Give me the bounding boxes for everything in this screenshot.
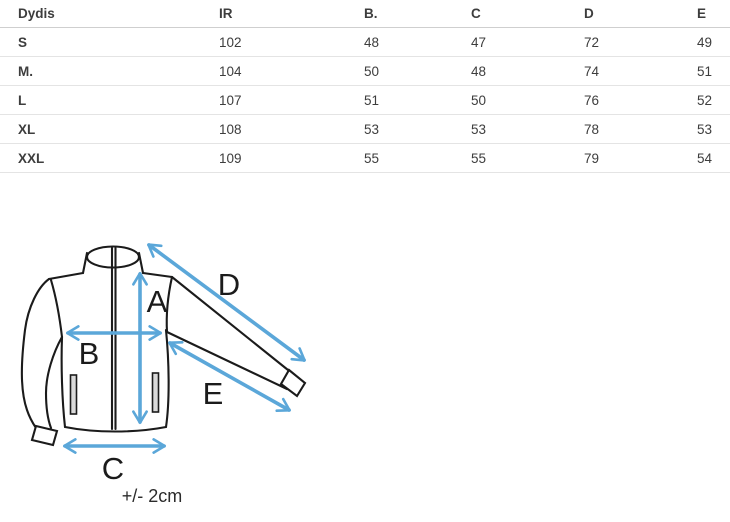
cell-value: 108 (219, 115, 364, 144)
left-pocket (71, 375, 77, 414)
cell-value: 47 (471, 28, 584, 57)
cell-value: 48 (471, 57, 584, 86)
table-row (0, 86, 730, 115)
right-pocket (153, 373, 159, 412)
torso-left-edge (62, 337, 65, 427)
cell-value: 51 (697, 57, 730, 86)
jacket-measurement-diagram (0, 175, 730, 522)
column-header-d: D (584, 0, 697, 28)
cell-value: 55 (364, 144, 471, 173)
cell-value: 53 (471, 115, 584, 144)
cell-value: 104 (219, 57, 364, 86)
label-d: D (217, 267, 241, 302)
cell-value: 109 (219, 144, 364, 173)
left-sleeve-inner-edge (46, 337, 62, 428)
cell-value: 50 (471, 86, 584, 115)
column-header-e: E (697, 0, 730, 28)
right-sleeve-bottom-edge (167, 332, 287, 389)
right-shoulder-line (143, 273, 172, 277)
cell-value: 51 (364, 86, 471, 115)
left-armhole-seam (51, 280, 62, 337)
cell-value: 53 (697, 115, 730, 144)
size-label: XXL (0, 144, 219, 173)
cell-value: 76 (584, 86, 697, 115)
tolerance-note: +/- 2cm (121, 486, 183, 506)
measurement-labels (79, 267, 241, 506)
collar-right-side (139, 253, 143, 273)
right-armhole-seam (167, 277, 172, 332)
collar-left-side (83, 253, 87, 273)
cell-value: 72 (584, 28, 697, 57)
column-header-size: Dydis (0, 0, 219, 28)
column-header-ir: IR (219, 0, 364, 28)
cell-value: 79 (584, 144, 697, 173)
cell-value: 78 (584, 115, 697, 144)
cell-value: 74 (584, 57, 697, 86)
right-cuff (281, 370, 305, 396)
arrow-e-sleeve-inner (170, 343, 289, 410)
table-header-row (0, 0, 730, 28)
label-e: E (202, 376, 224, 411)
label-a: A (146, 284, 168, 319)
cell-value: 52 (697, 86, 730, 115)
size-label: M. (0, 57, 219, 86)
cell-value: 107 (219, 86, 364, 115)
torso-right-edge (166, 330, 169, 427)
table-row (0, 28, 730, 57)
label-c: C (101, 451, 125, 486)
left-shoulder-line (49, 273, 83, 279)
jacket-outline (22, 247, 305, 446)
label-b: B (78, 336, 100, 371)
cell-value: 50 (364, 57, 471, 86)
size-chart-table (0, 0, 730, 173)
size-label: L (0, 86, 219, 115)
size-label: S (0, 28, 219, 57)
cell-value: 55 (471, 144, 584, 173)
cell-value: 102 (219, 28, 364, 57)
size-label: XL (0, 115, 219, 144)
cell-value: 48 (364, 28, 471, 57)
column-header-b: B. (364, 0, 471, 28)
jacket-diagram-svg (0, 175, 730, 522)
left-sleeve-outline (22, 279, 49, 428)
table-row (0, 144, 730, 173)
table-row (0, 57, 730, 86)
column-header-c: C (471, 0, 584, 28)
cell-value: 53 (364, 115, 471, 144)
cell-value: 54 (697, 144, 730, 173)
measurement-arrows (65, 245, 304, 446)
cell-value: 49 (697, 28, 730, 57)
table-row (0, 115, 730, 144)
left-cuff (32, 426, 57, 445)
